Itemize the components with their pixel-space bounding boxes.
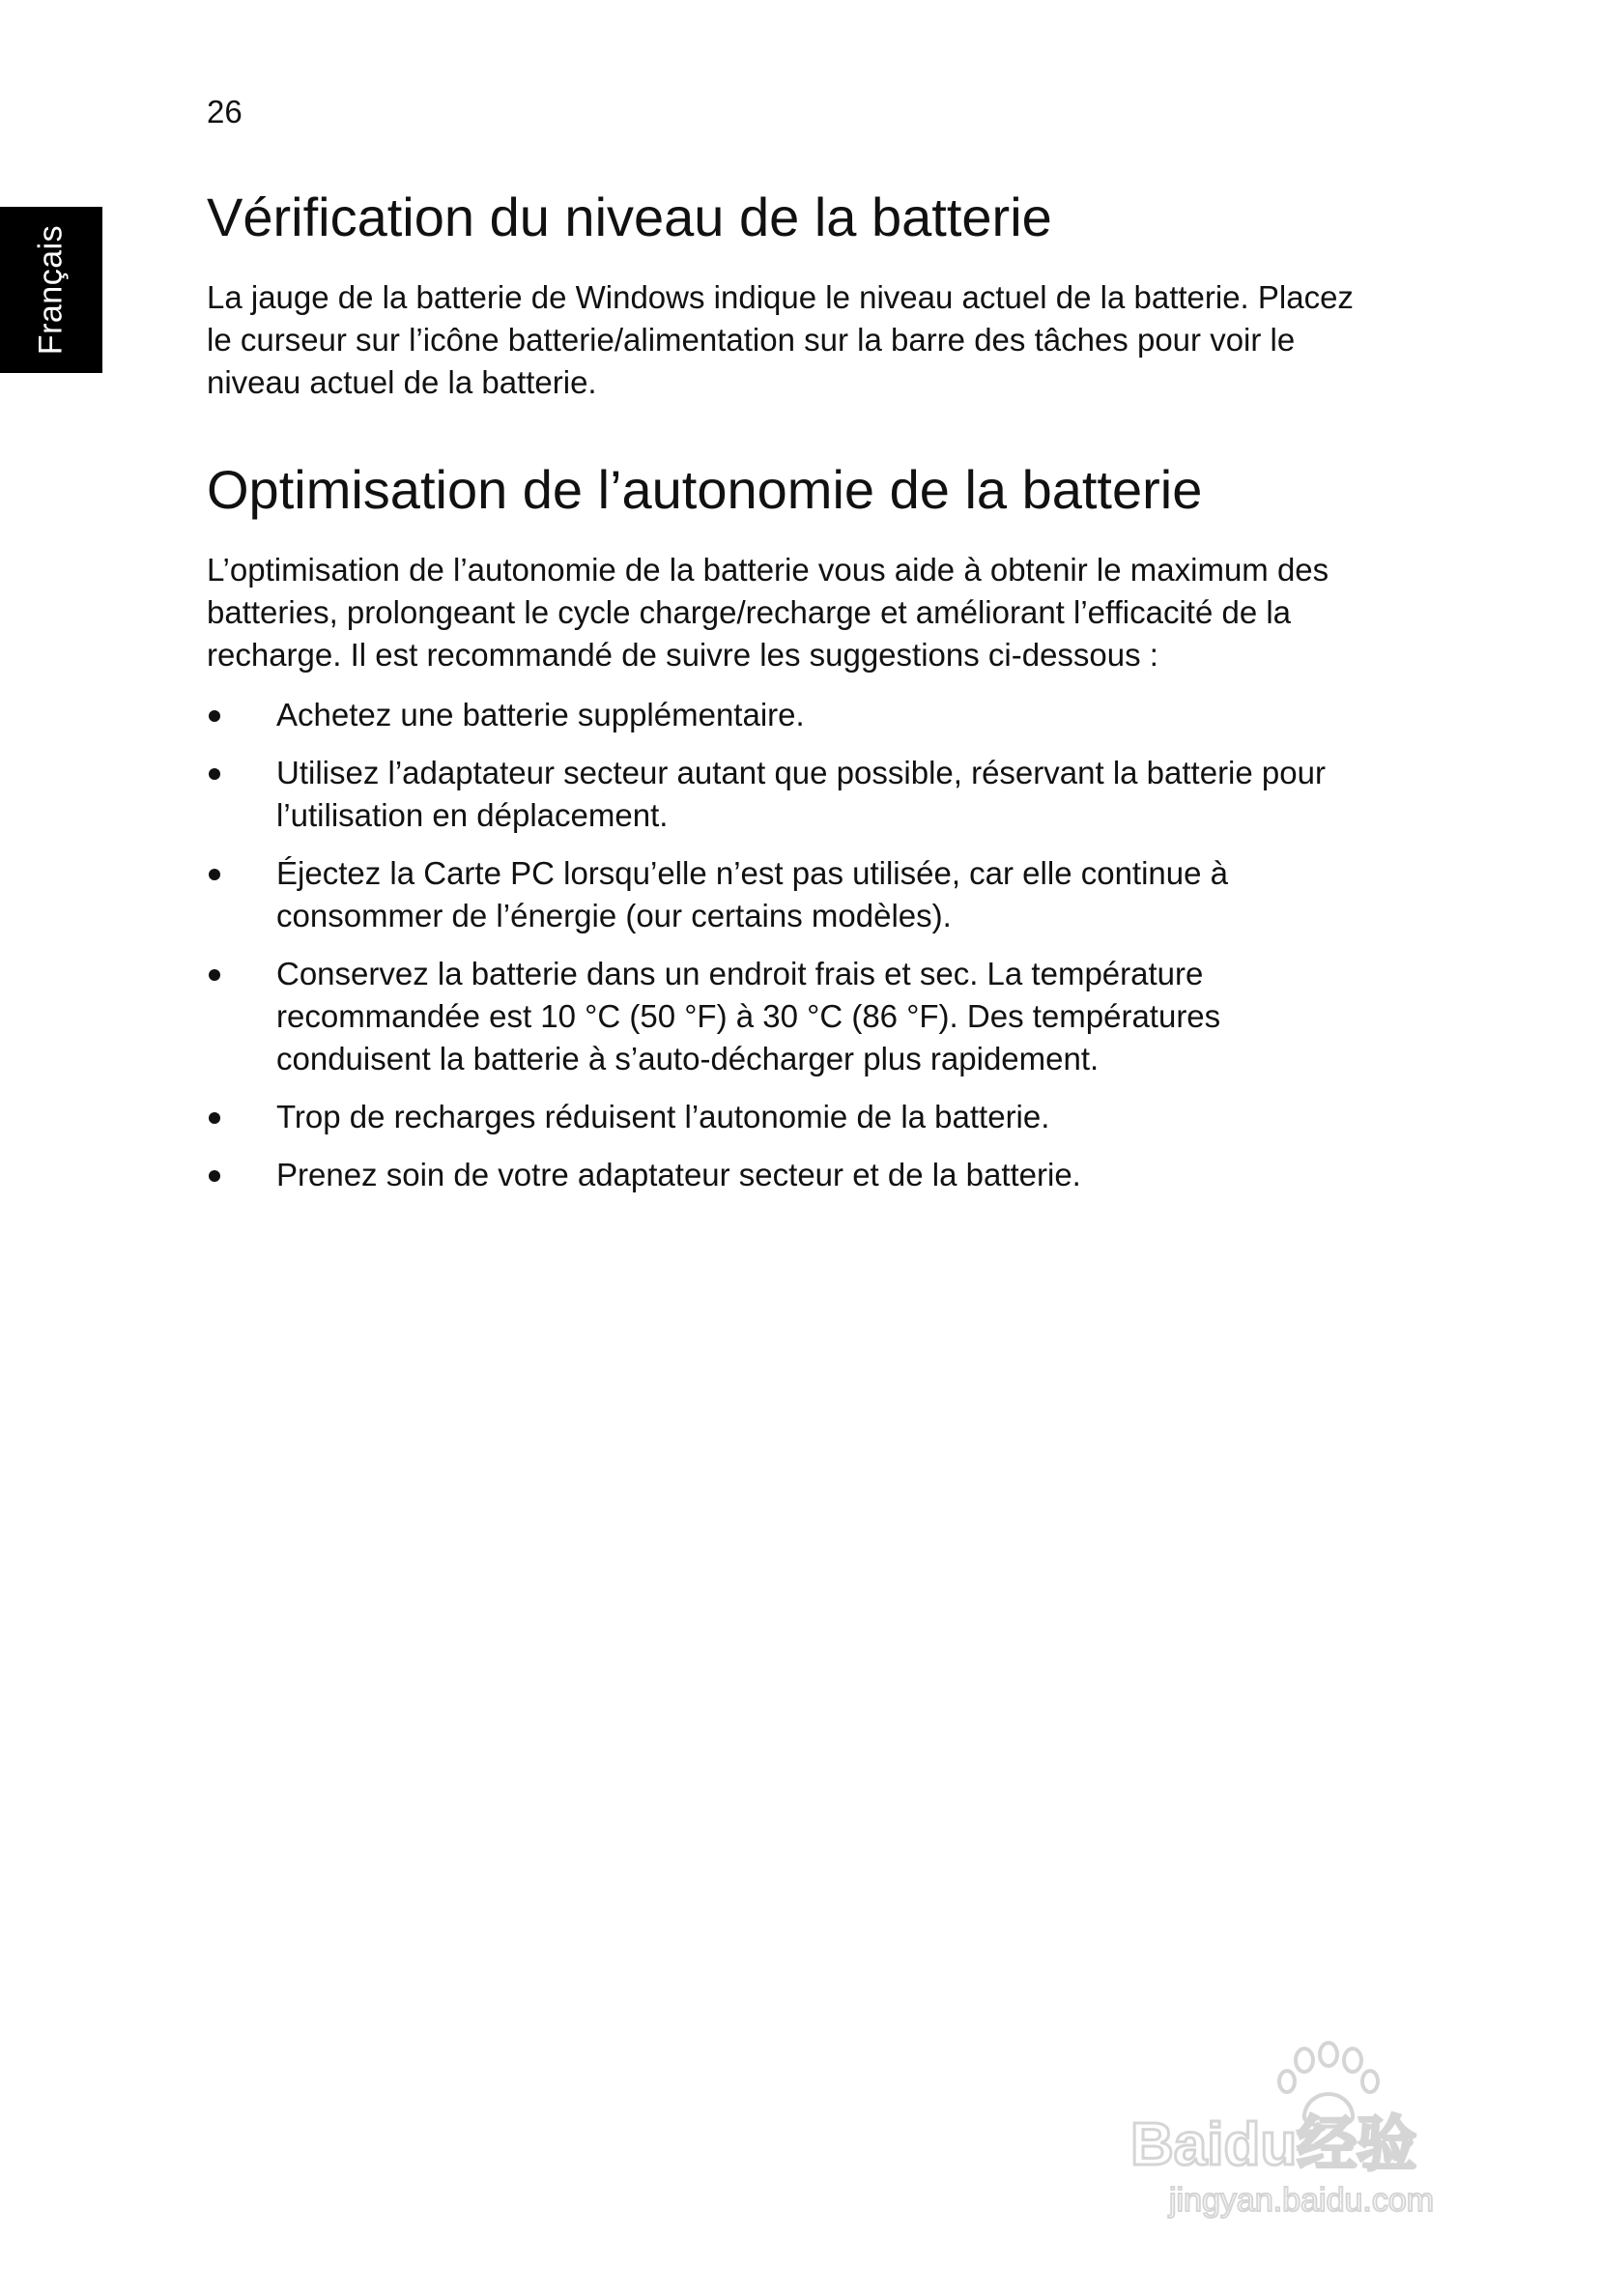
bullet-icon xyxy=(209,869,220,880)
list-item-text: Conservez la batterie dans un endroit frais et sec. La température recommandée est 10 °C (50 °F) à 30 °C (86 °F). Des températures conduisent la batterie à s’auto-décharger plus rapidement. xyxy=(276,956,1221,1076)
battery-level-heading: Vérification du niveau de la batterie xyxy=(207,187,1052,247)
list-item-text: Trop de recharges réduisent l’autonomie de la batterie. xyxy=(276,1099,1050,1134)
bullet-icon xyxy=(209,969,220,981)
bullet-icon xyxy=(209,710,220,722)
battery-life-heading: Optimisation de l’autonomie de la batterie xyxy=(207,459,1203,520)
list-item-text: Prenez soin de votre adaptateur secteur et de la batterie. xyxy=(276,1157,1081,1192)
list-item xyxy=(207,852,1357,937)
baidu-watermark xyxy=(1121,2039,1507,2223)
battery-level-section xyxy=(207,184,1357,404)
list-item-text: Achetez une batterie supplémentaire. xyxy=(276,697,805,732)
battery-life-paragraph: L’optimisation de l’autonomie de la batterie vous aide à obtenir le maximum des batteries, prolongeant le cycle charge/recharge et améliorant l’efficacité de la recharge. Il est recommandé de suivre les suggestions ci-dessous : xyxy=(207,552,1329,673)
list-item-text: Utilisez l’adaptateur secteur autant que possible, réservant la batterie pour l’utilisation en déplacement. xyxy=(276,755,1326,833)
bullet-icon xyxy=(209,1112,220,1124)
language-side-tab-label: Français xyxy=(32,224,70,356)
page-content xyxy=(207,184,1357,1212)
bullet-icon xyxy=(209,768,220,780)
baidu-brand-text: Baidu经验 xyxy=(1130,2111,1417,2178)
page-number: 26 xyxy=(207,94,243,129)
language-side-tab xyxy=(0,207,102,373)
battery-life-section xyxy=(207,456,1357,1196)
list-item xyxy=(207,953,1357,1080)
battery-level-paragraph: La jauge de la batterie de Windows indique le niveau actuel de la batterie. Placez le curseur sur l’icône batterie/alimentation sur la barre des tâches pour voir le niveau actuel de la batterie. xyxy=(207,279,1354,400)
list-item-text: Éjectez la Carte PC lorsqu’elle n’est pas utilisée, car elle continue à consommer de l’énergie (our certains modèles). xyxy=(276,855,1229,933)
baidu-watermark-logo xyxy=(1121,2039,1507,2223)
battery-tips-list xyxy=(207,694,1357,1196)
list-item xyxy=(207,1096,1357,1138)
list-item xyxy=(207,752,1357,837)
list-item xyxy=(207,694,1357,736)
baidu-url-text: jingyan.baidu.com xyxy=(1169,2182,1435,2219)
bullet-icon xyxy=(209,1170,220,1182)
list-item xyxy=(207,1154,1357,1196)
